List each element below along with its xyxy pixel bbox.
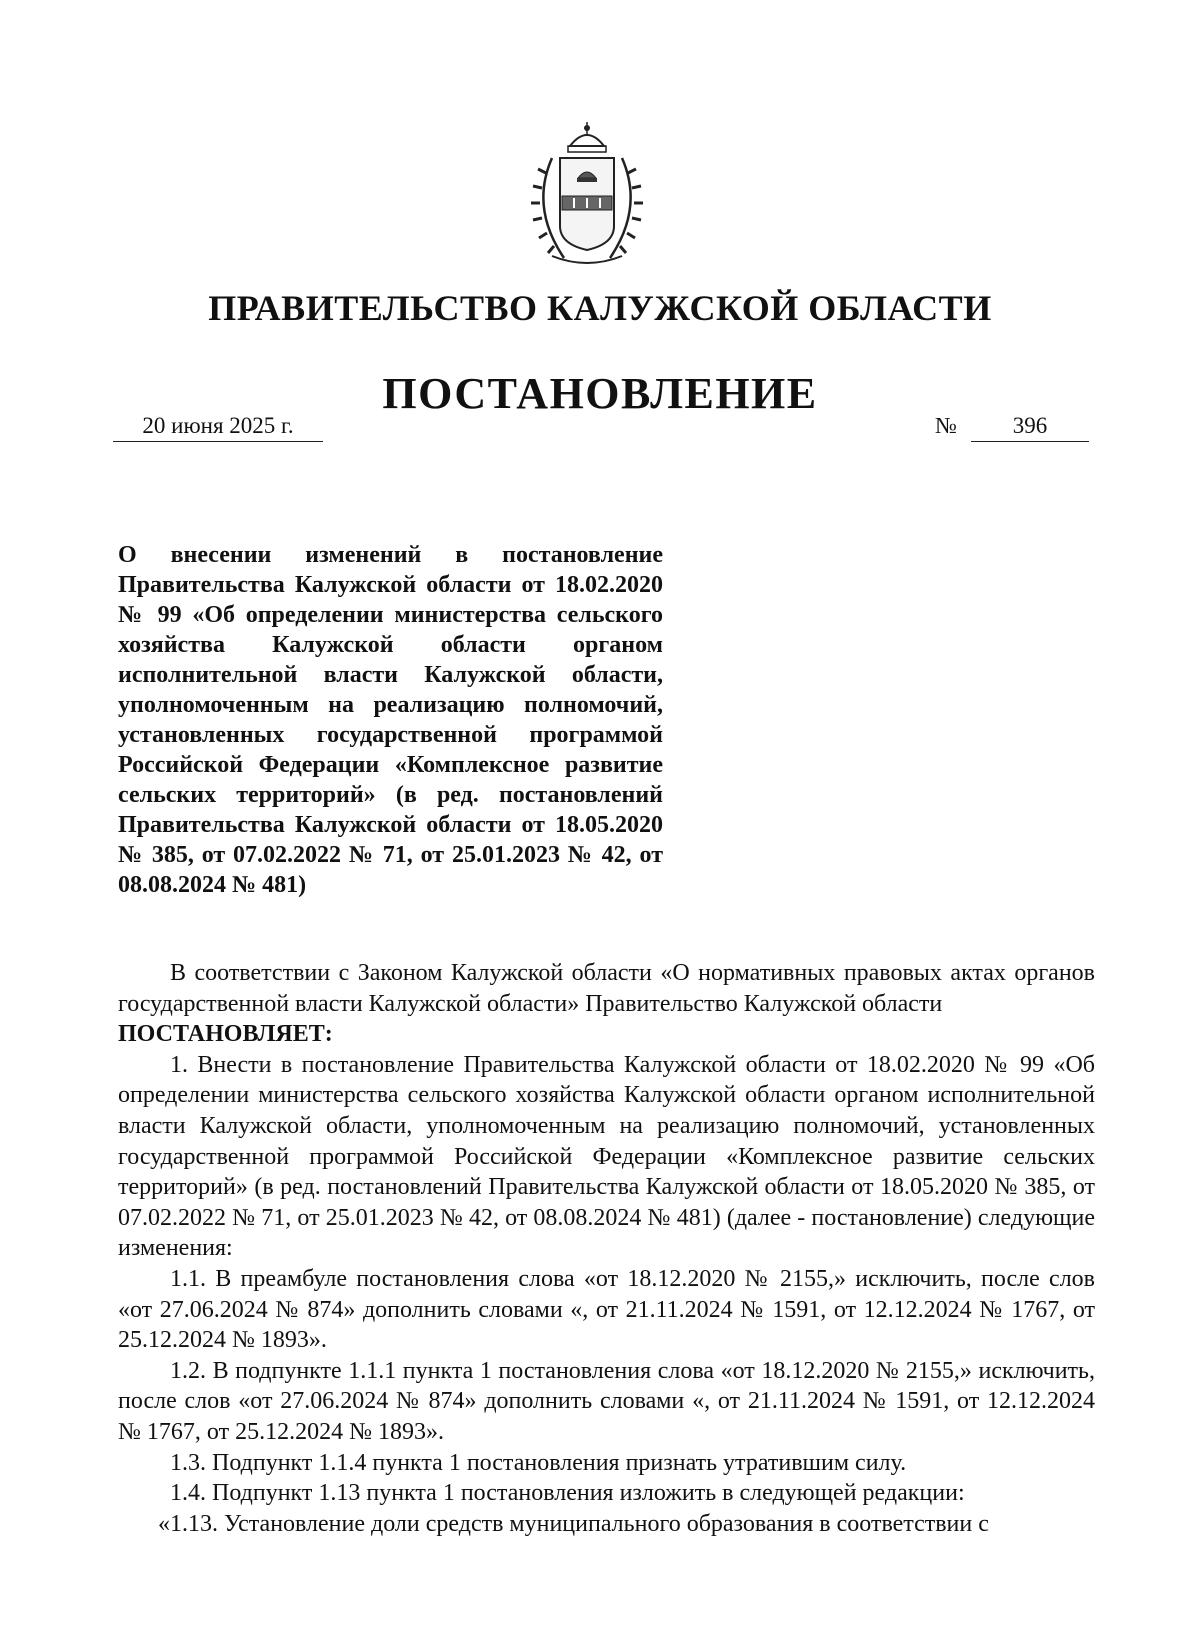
document-subject: О внесении изменений в постановление Правительства Калужской области от 18.02.2020 № 99 «Об определении министерства сельского хозяйства Калужской области органом исполнительной власти Калужской области, уполномоченным на реализацию полномочий, установленных государственной программой Российской Федерации «Комплексное развитие сельских территорий» (в ред. постановлений Правительства Калужской области от 18.05.2020 № 385, от 07.02.2022 № 71, от 25.01.2023 № 42, от 08.08.2024 № 481) <box>118 542 663 898</box>
body-paragraph: 1.3. Подпункт 1.1.4 пункта 1 постановления признать утратившим силу. <box>170 1449 907 1476</box>
decree-word: ПОСТАНОВЛЯЕТ: <box>118 1021 333 1048</box>
document-date: 20 июня 2025 г. <box>113 413 323 442</box>
preamble-text: В соответствии с Законом Калужской области «О нормативных правовых актах органов государственной власти Калужской области» Правительство Калужской области <box>118 960 1095 1017</box>
document-type-title: ПОСТАНОВЛЕНИЕ <box>382 369 818 418</box>
document-number-block <box>935 413 1095 442</box>
body-paragraph: 1.2. В подпункте 1.1.1 пункта 1 постановления слова «от 18.12.2020 № 2155,» исключить, после слов «от 27.06.2024 № 874» дополнить словами «, от 21.11.2024 № 1591, от 12.12.2024 № 1767, от 25.12.2024 № 1893». <box>118 1357 1095 1445</box>
number-sign: № <box>935 413 957 438</box>
preamble-paragraph <box>118 958 1095 1050</box>
document-body <box>118 958 1095 1539</box>
document-number: 396 <box>971 413 1089 442</box>
body-paragraph: 1. Внести в постановление Правительства Калужской области от 18.02.2020 № 99 «Об определении министерства сельского хозяйства Калужской области органом исполнительной власти Калужской области, уполномоченным на реализацию полномочий, установленных государственной программой Российской Федерации «Комплексное развитие сельских территорий» (в ред. постановлений Правительства Калужской области от 18.05.2020 № 385, от 07.02.2022 № 71, от 25.01.2023 № 42, от 08.08.2024 № 481) (далее - постановление) следующие изменения: <box>118 1051 1095 1262</box>
coat-of-arms-icon <box>522 118 652 268</box>
body-paragraph: 1.1. В преамбуле постановления слова «от 18.12.2020 № 2155,» исключить, после слов «от 27.06.2024 № 874» дополнить словами «, от 21.11.2024 № 1591, от 12.12.2024 № 1767, от 25.12.2024 № 1893». <box>118 1265 1095 1354</box>
body-paragraph: 1.4. Подпункт 1.13 пункта 1 постановления изложить в следующей редакции: <box>170 1480 965 1507</box>
body-paragraph: «1.13. Установление доли средств муниципального образования в соответствии с <box>158 1510 989 1537</box>
organization-title: ПРАВИТЕЛЬСТВО КАЛУЖСКОЙ ОБЛАСТИ <box>208 288 992 328</box>
